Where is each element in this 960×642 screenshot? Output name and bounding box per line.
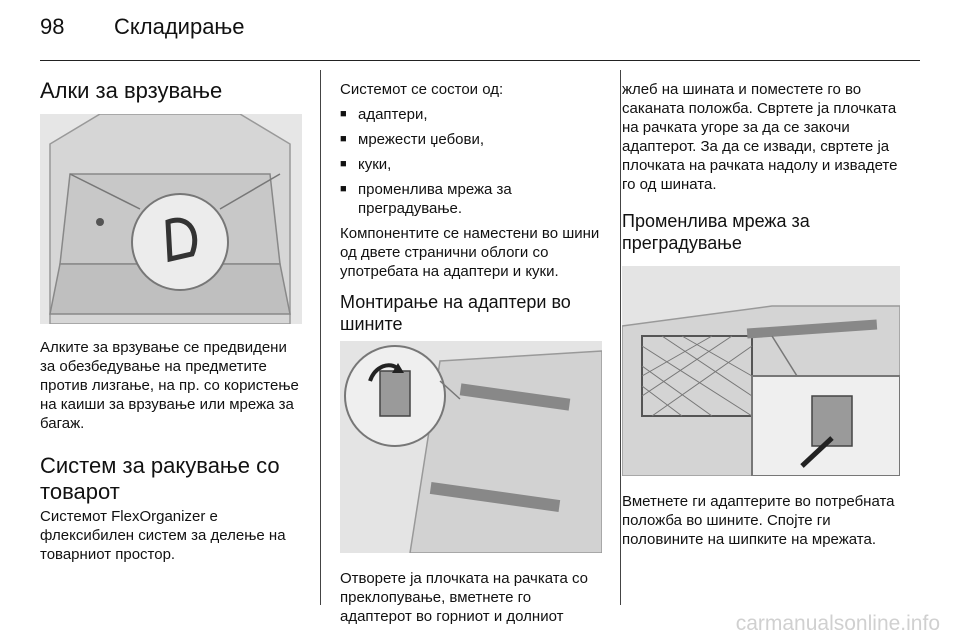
- list-item: ■ мрежести џебови,: [340, 130, 602, 149]
- column-1: [40, 70, 302, 564]
- column-2: [340, 70, 602, 626]
- header-rule: [40, 60, 920, 61]
- heading-load-system: Систем за ракување со товарот: [40, 453, 280, 504]
- partition-net-illustration: [622, 266, 900, 476]
- mounting-text-continued: жлеб на шината и поместете го во саканата положба. Свртете ја плочката на рачката угоре за да се закочи адаптерот. За да се извади, свртете ја плочката на рачката надолу и извадете го од шината.: [622, 81, 898, 193]
- page-number: 98: [40, 14, 65, 39]
- list-item: ■ адаптери,: [340, 105, 602, 124]
- section-title: Складирање: [114, 14, 245, 39]
- list-item: ■ променлива мрежа за преградување.: [340, 180, 602, 218]
- adapter-mounting-illustration: [340, 341, 602, 553]
- tie-rings-illustration: [40, 114, 302, 324]
- partition-net-text: Вметнете ги адаптерите во потребната положба во шините. Спојте ги половините на шипките на мрежата.: [622, 493, 895, 548]
- components-text: Компонентите се наместени во шини од двете странични облоги со употребата на адаптери и куки.: [340, 225, 600, 280]
- heading-partition-net: Променлива мрежа за преградување: [622, 211, 810, 253]
- list-item: ■ куки,: [340, 155, 602, 174]
- column-divider-1: [320, 70, 321, 605]
- load-system-text: Системот FlexOrganizer е флексибилен систем за делење на товарниот простор.: [40, 508, 286, 563]
- column-3: [622, 70, 908, 549]
- heading-tie-rings: Алки за врзување: [40, 78, 223, 103]
- component-list: [340, 105, 602, 218]
- column-divider-2: [620, 70, 621, 605]
- mounting-text: Отворете ја плочката на рачката со преклопување, вметнете го адаптерот во горниот и долниот: [340, 570, 588, 625]
- tie-rings-text: Алките за врзување се предвидени за обезбедување на предметите против лизгање, на пр. со користење на каиши за врзување или мрежа за багаж.: [40, 339, 299, 432]
- heading-mounting-adapters: Монтирање на адаптери во шините: [340, 292, 571, 334]
- page-header: [40, 14, 245, 40]
- system-intro: Системот се состои од:: [340, 81, 504, 98]
- watermark: carmanualsonline.info: [735, 612, 940, 635]
